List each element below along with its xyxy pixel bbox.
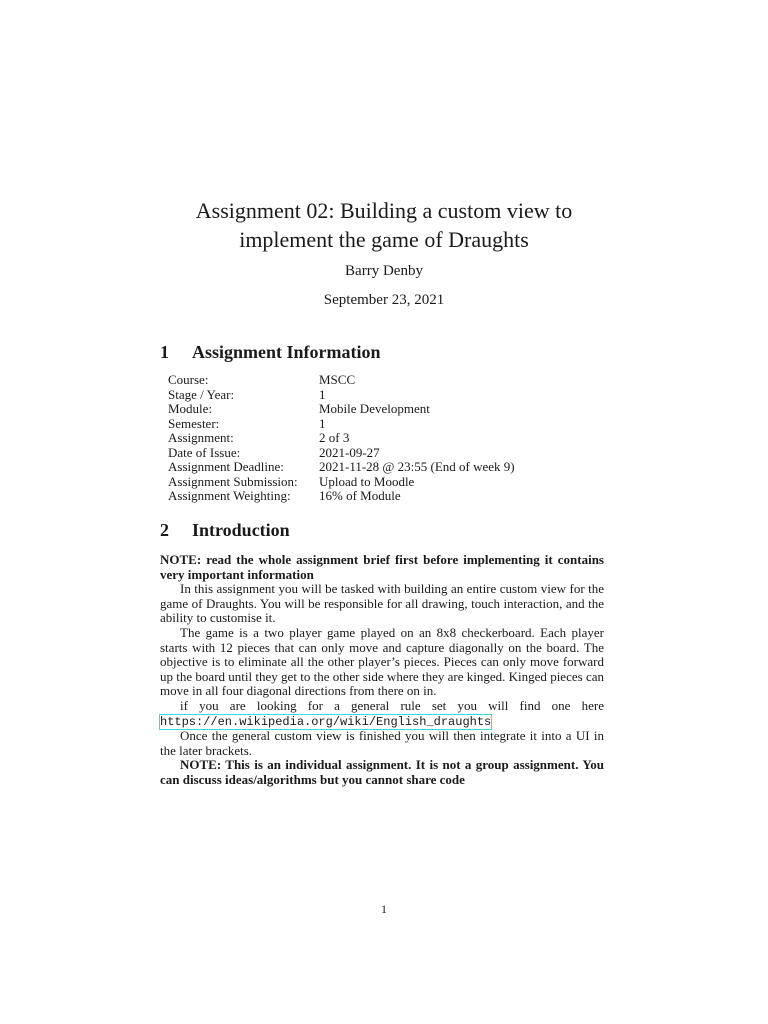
- info-label: Semester:: [168, 415, 220, 431]
- info-row: [168, 402, 515, 417]
- section-number: 2: [160, 520, 169, 540]
- title-line-2: implement the game of Draughts: [239, 227, 529, 252]
- info-label: Assignment Submission:: [168, 473, 298, 489]
- info-row: [168, 460, 515, 475]
- info-value: 2021-11-28 @ 23:55 (End of week 9): [319, 459, 515, 474]
- section-number: 1: [160, 342, 169, 362]
- section-heading-assignment-information: [160, 342, 381, 363]
- paragraph-rules-link: [160, 699, 604, 729]
- paragraph: Once the general custom view is finished you will then integrate it into a UI in the later brackets.: [160, 728, 604, 758]
- info-row: [168, 431, 515, 446]
- info-row: [168, 417, 515, 432]
- section-heading-introduction: [160, 520, 290, 541]
- info-row: [168, 475, 515, 490]
- info-label: Assignment Weighting:: [168, 488, 291, 503]
- assignment-info-table: [168, 373, 515, 504]
- info-value: 2021-09-27: [319, 444, 380, 460]
- info-label: Assignment:: [168, 430, 234, 445]
- info-row: [168, 388, 515, 403]
- info-value: 16% of Module: [319, 488, 401, 503]
- info-row: [168, 489, 515, 504]
- title-line-1: Assignment 02: Building a custom view to: [195, 198, 573, 223]
- paragraph-text: if you are looking for a general rule set you will find one here: [180, 697, 604, 713]
- info-value: 1: [319, 415, 326, 431]
- date: September 23, 2021: [323, 292, 445, 308]
- info-label: Stage / Year:: [168, 386, 235, 402]
- info-row: [168, 446, 515, 461]
- section-title: Introduction: [192, 520, 290, 540]
- info-value: Mobile Development: [319, 401, 430, 416]
- rules-link[interactable]: https://en.wikipedia.org/wiki/English_draughts: [160, 714, 492, 729]
- info-row: [168, 373, 515, 388]
- paragraph: The game is a two player game played on an 8x8 checkerboard. Each player starts with 12 pieces that can only move and capture diagonally on the board. The objective is to eliminate all the other player’s pieces. Pieces can only move forward up the board until they get to the other side where they are kinged. Kinged pieces can move in all four diagonal directions from there on in.: [160, 624, 604, 699]
- introduction-body: [160, 553, 604, 788]
- info-label: Assignment Deadline:: [168, 459, 284, 474]
- info-label: Module:: [168, 401, 213, 416]
- section-title: Assignment Information: [192, 342, 381, 362]
- note-read-brief: NOTE: read the whole assignment brief first before implementing it contains very important information: [160, 552, 604, 582]
- author: Barry Denby: [345, 263, 423, 279]
- info-value: MSCC: [319, 372, 356, 387]
- document-title: [0, 196, 768, 254]
- info-value: Upload to Moodle: [319, 473, 415, 489]
- info-label: Date of Issue:: [168, 444, 241, 460]
- note-individual-assignment: NOTE: This is an individual assignment. It is not a group assignment. You can discuss ideas/algorithms but you cannot share code: [160, 757, 604, 787]
- info-label: Course:: [168, 372, 209, 387]
- page-number: 1: [381, 902, 387, 916]
- info-value: 1: [319, 386, 326, 402]
- paragraph: In this assignment you will be tasked with building an entire custom view for the game of Draughts. You will be responsible for all drawing, touch interaction, and the ability to customise it.: [160, 581, 604, 626]
- info-value: 2 of 3: [319, 430, 350, 445]
